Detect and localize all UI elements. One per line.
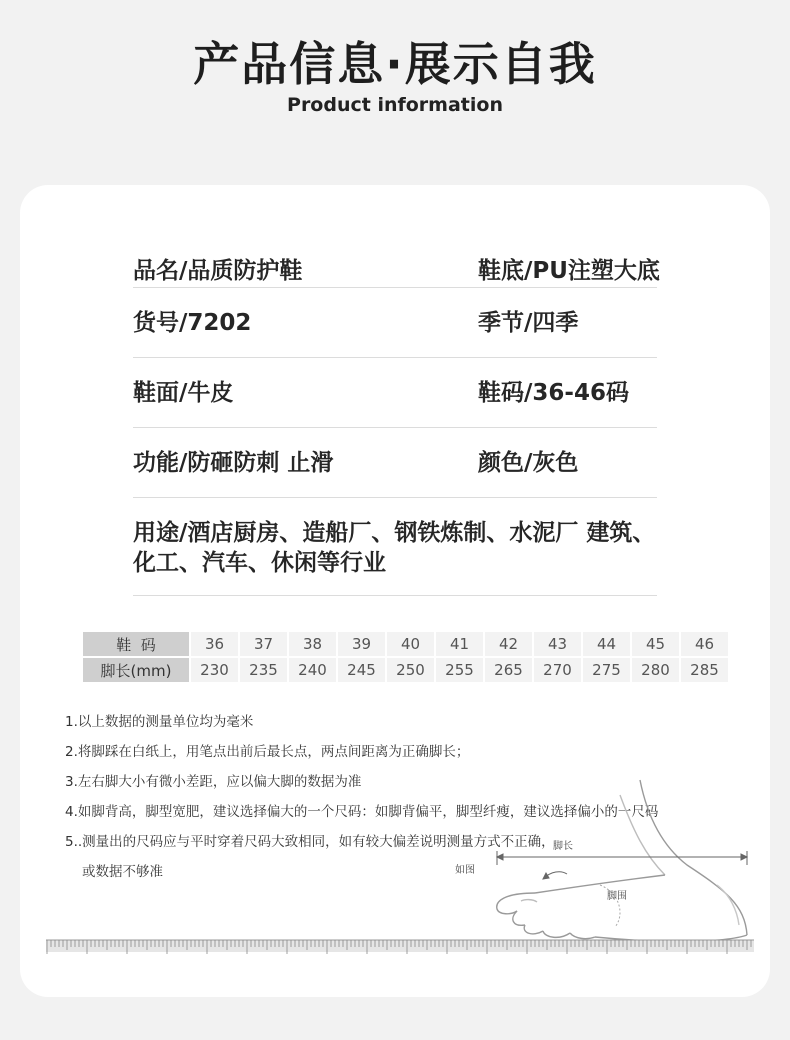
size-cell: 38 [289,632,336,656]
foot-measure-diagram [425,775,765,955]
ruler-icon [46,937,754,957]
spec-name: 品名/品质防护鞋 [133,258,303,284]
size-cell: 41 [436,632,483,656]
spec-season: 季节/四季 [478,310,579,336]
note-5: 5..测量出的尺码应与平时穿着尺码大致相同，如有较大偏差说明测量方式不正确， [65,834,555,850]
info-card [20,185,770,997]
spec-list [133,205,660,596]
spec-row [133,205,660,288]
spec-row [133,288,657,358]
header [0,0,790,170]
size-cell: 46 [681,632,728,656]
spec-usage [133,498,657,596]
size-row-label: 鞋 码 [83,632,189,656]
page-title: 产品信息·展示自我 [193,37,597,91]
foot-outline-icon [497,780,747,941]
length-cell: 265 [485,658,532,682]
length-cell: 270 [534,658,581,682]
size-cell: 44 [583,632,630,656]
length-cell: 245 [338,658,385,682]
spec-function: 功能/防砸防刺 止滑 [133,450,334,476]
length-cell: 275 [583,658,630,682]
length-row [83,658,728,682]
spec-row [133,358,657,428]
size-cell: 39 [338,632,385,656]
note-3: 3.左右脚大小有微小差距，应以偏大脚的数据为准 [65,774,362,790]
spec-color: 颜色/灰色 [478,450,579,476]
size-cell: 42 [485,632,532,656]
size-table [81,630,730,684]
length-cell: 280 [632,658,679,682]
page-subtitle: Product information [287,94,503,116]
size-cell: 45 [632,632,679,656]
length-cell: 255 [436,658,483,682]
spec-size-range: 鞋码/36-46码 [478,380,629,406]
length-arrow-icon [497,851,747,865]
length-cell: 250 [387,658,434,682]
length-cell: 235 [240,658,287,682]
note-2: 2.将脚踩在白纸上，用笔点出前后最长点，两点间距离为正确脚长； [65,744,470,760]
spec-sole: 鞋底/PU注塑大底 [478,258,660,284]
length-cell: 285 [681,658,728,682]
foot-length-label: 脚长 [553,841,573,852]
size-cell: 43 [534,632,581,656]
foot-girth-label: 脚围 [607,891,627,902]
note-1: 1.以上数据的测量单位均为毫米 [65,714,254,730]
note-4: 4.如脚背高，脚型宽肥，建议选择偏大的一个尺码：如脚背偏平，脚型纤瘦，建议选择偏小的一尺码 [65,804,659,820]
as-shown-label: 如图 [455,865,475,876]
size-cell: 36 [191,632,238,656]
spec-item-no: 货号/7202 [133,310,252,336]
spec-row [133,428,657,498]
size-cell: 37 [240,632,287,656]
length-row-label: 脚长(mm) [83,658,189,682]
size-row [83,632,728,656]
spec-upper: 鞋面/牛皮 [133,380,234,406]
length-cell: 240 [289,658,336,682]
spec-usage-text: 用途/酒店厨房、造船厂、钢铁炼制、水泥厂 建筑、化工、汽车、休闲等行业 [133,520,656,576]
size-cell: 40 [387,632,434,656]
note-5-cont: 或数据不够准 [82,864,163,880]
length-cell: 230 [191,658,238,682]
